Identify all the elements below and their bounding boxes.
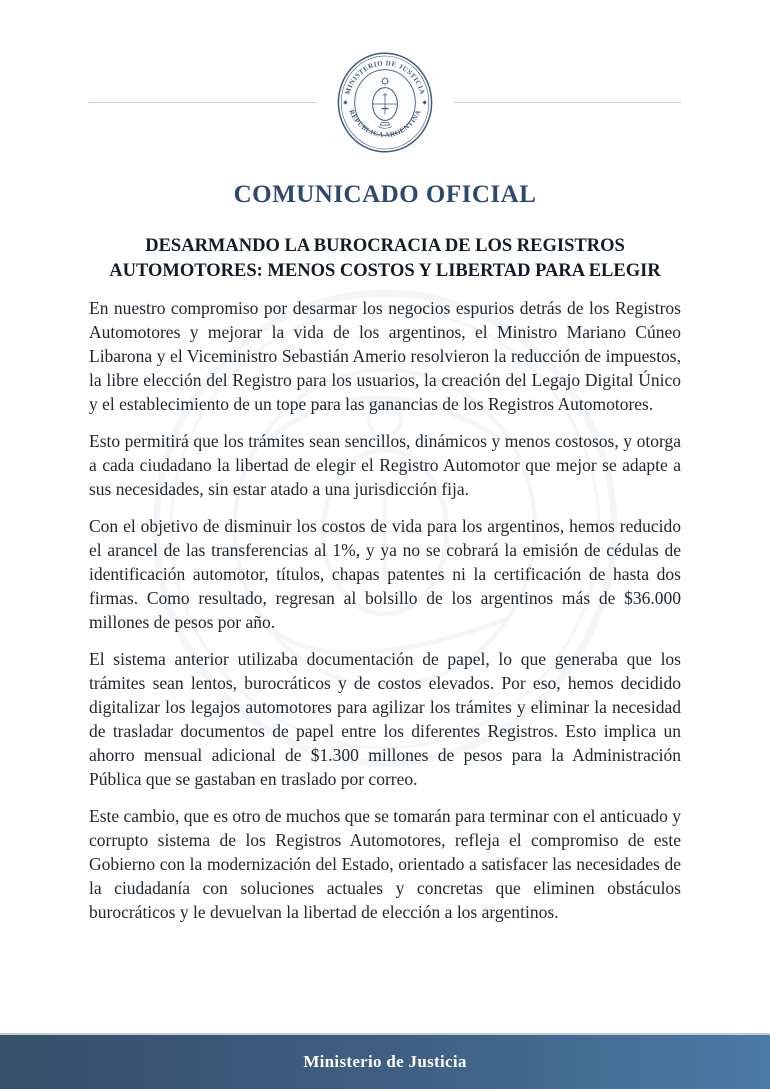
header-seal-row [89,52,681,153]
subtitle-line-2: AUTOMOTORES: MENOS COSTOS Y LIBERTAD PARA ELEGIR [109,261,661,281]
body-paragraph: En nuestro compromiso por desarmar los negocios espurios detrás de los Registros Automotores y mejorar la vida de los argentinos, el Ministro Mariano Cúneo Libarona y el Viceministro Sebastián Amerio resolvieron la reducción de impuestos, la libre elección del Registro para los usuarios, la creación del Legajo Digital Único y el establecimiento de un tope para las ganancias de los Registros Automotores. [89,298,681,414]
footer-bar [0,1033,770,1089]
footer-ministry-label: Ministerio de Justicia [303,1052,467,1071]
seal-top-text: MINISTERIO DE JUSTICIA [344,60,426,96]
subtitle [89,234,681,284]
seal-left-diamond-icon [343,100,347,104]
left-divider [89,102,316,103]
document-content [0,52,770,924]
subtitle-line-1: DESARMANDO LA BUROCRACIA DE LOS REGISTROS [145,236,625,256]
seal-bottom-text: REPÚBLICA ARGENTINA [347,108,423,140]
coat-of-arms-icon [373,77,398,129]
communique-body [89,296,681,924]
body-paragraph: Esto permitirá que los trámites sean sencillos, dinámicos y menos costosos, y otorga a cada ciudadano la libertad de elegir el Registro Automotor que mejor se adapte a sus necesidades, sin estar atado a una jurisdicción fija. [89,431,681,499]
body-paragraph: Con el objetivo de disminuir los costos de vida para los argentinos, hemos reducido el arancel de las transferencias al 1%, y ya no se cobrará la emisión de cédulas de identificación automotor, títulos, chapas patentes ni la certificación de hasta dos firmas. Como resultado, regresan al bolsillo de los argentinos más de $36.000 millones de pesos por año. [89,516,681,632]
ministry-of-justice-seal [337,52,433,153]
seal-right-diamond-icon [423,100,427,104]
right-divider [454,102,681,103]
body-paragraph: El sistema anterior utilizaba documentación de papel, lo que generaba que los trámites sean lentos, burocráticos y de costos elevados. Por eso, hemos decidido digitalizar los legajos automotores para agilizar los trámites y eliminar la necesidad de trasladar documentos de papel entre los diferentes Registros. Esto implica un ahorro mensual adicional de $1.300 millones de pesos para la Administración Pública que se gastaban en traslado por correo. [89,649,681,789]
body-paragraph: Este cambio, que es otro de muchos que se tomarán para terminar con el anticuado y corrupto sistema de los Registros Automotores, refleja el compromiso de este Gobierno con la modernización del Estado, orientado a satisfacer las necesidades de la ciudadanía con soluciones actuales y concretas que eliminen obstáculos burocráticos y le devuelvan la libertad de elección a los argentinos. [89,806,681,922]
page-title: COMUNICADO OFICIAL [233,181,537,208]
